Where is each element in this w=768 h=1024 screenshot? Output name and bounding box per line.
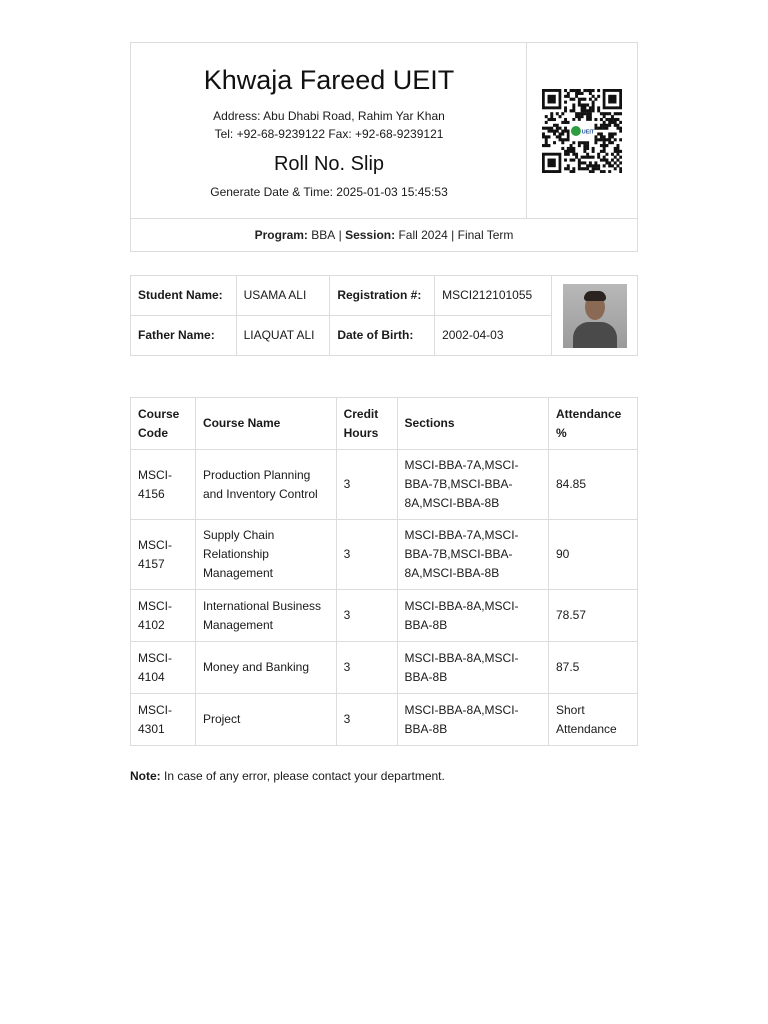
course-code: MSCI-4156 [131, 450, 196, 520]
header-attendance: Attendance % [549, 398, 638, 450]
course-name: Money and Banking [195, 642, 336, 694]
header-sections: Sections [397, 398, 548, 450]
table-row [131, 590, 638, 642]
session-value: Fall 2024 [398, 228, 448, 242]
header-credit-hours: Credit Hours [336, 398, 397, 450]
course-name: International Business Management [195, 590, 336, 642]
header-main [131, 43, 527, 219]
registration-value: MSCI212101055 [435, 276, 552, 316]
sections: MSCI-BBA-8A,MSCI-BBA-8B [397, 642, 548, 694]
credit-hours: 3 [336, 642, 397, 694]
course-name: Supply Chain Relationship Management [195, 520, 336, 590]
course-table-header [131, 398, 638, 450]
table-row [131, 642, 638, 694]
course-name: Project [195, 694, 336, 746]
credit-hours: 3 [336, 590, 397, 642]
sections: MSCI-BBA-7A,MSCI-BBA-7B,MSCI-BBA-8A,MSCI-BBA-8B [397, 520, 548, 590]
attendance: Short Attendance [549, 694, 638, 746]
student-photo [563, 284, 627, 348]
attendance: 90 [549, 520, 638, 590]
program-value: BBA [311, 228, 336, 242]
photo-cell [552, 276, 638, 356]
attendance: 84.85 [549, 450, 638, 520]
note-text: In case of any error, please contact your department. [164, 769, 445, 783]
sections: MSCI-BBA-8A,MSCI-BBA-8B [397, 694, 548, 746]
slip-title: Roll No. Slip [273, 153, 385, 175]
attendance: 87.5 [549, 642, 638, 694]
table-row [131, 450, 638, 520]
course-code: MSCI-4104 [131, 642, 196, 694]
qr-logo-text: UEIT [581, 129, 595, 136]
tel-fax-text: Tel: +92-68-9239122 Fax: +92-68-9239121 [214, 127, 444, 141]
father-name-value: LIAQUAT ALI [236, 316, 330, 356]
program-label: Program: [254, 228, 308, 242]
note-line [130, 769, 445, 783]
header-box [130, 42, 638, 252]
session-label: Session: [345, 228, 396, 242]
generated-datetime: Generate Date & Time: 2025-01-03 15:45:53 [210, 185, 448, 199]
credit-hours: 3 [336, 520, 397, 590]
father-name-label: Father Name: [131, 316, 237, 356]
qr-code-cell [527, 43, 637, 219]
sections: MSCI-BBA-8A,MSCI-BBA-8B [397, 590, 548, 642]
course-code: MSCI-4157 [131, 520, 196, 590]
registration-label: Registration #: [330, 276, 435, 316]
sections: MSCI-BBA-7A,MSCI-BBA-7B,MSCI-BBA-8A,MSCI-BBA-8B [397, 450, 548, 520]
student-name-label: Student Name: [131, 276, 237, 316]
student-info-table [130, 275, 638, 356]
header-course-code: Course Code [131, 398, 196, 450]
credit-hours: 3 [336, 694, 397, 746]
credit-hours: 3 [336, 450, 397, 520]
course-table [130, 397, 638, 746]
course-code: MSCI-4102 [131, 590, 196, 642]
dob-value: 2002-04-03 [435, 316, 552, 356]
dob-label: Date of Birth: [330, 316, 435, 356]
header-course-name: Course Name [195, 398, 336, 450]
university-title: Khwaja Fareed UEIT [203, 65, 455, 95]
student-row-1 [131, 276, 638, 316]
table-row [131, 520, 638, 590]
attendance: 78.57 [549, 590, 638, 642]
student-name-value: USAMA ALI [236, 276, 330, 316]
course-name: Production Planning and Inventory Control [195, 450, 336, 520]
address-text: Address: Abu Dhabi Road, Rahim Yar Khan [213, 109, 445, 123]
qr-code-icon [542, 89, 622, 173]
term-value: Final Term [457, 228, 514, 242]
course-code: MSCI-4301 [131, 694, 196, 746]
table-row [131, 694, 638, 746]
program-line: Program: BBA | Session: Fall 2024 | Final Term [254, 228, 514, 242]
note-label: Note: [130, 769, 161, 783]
